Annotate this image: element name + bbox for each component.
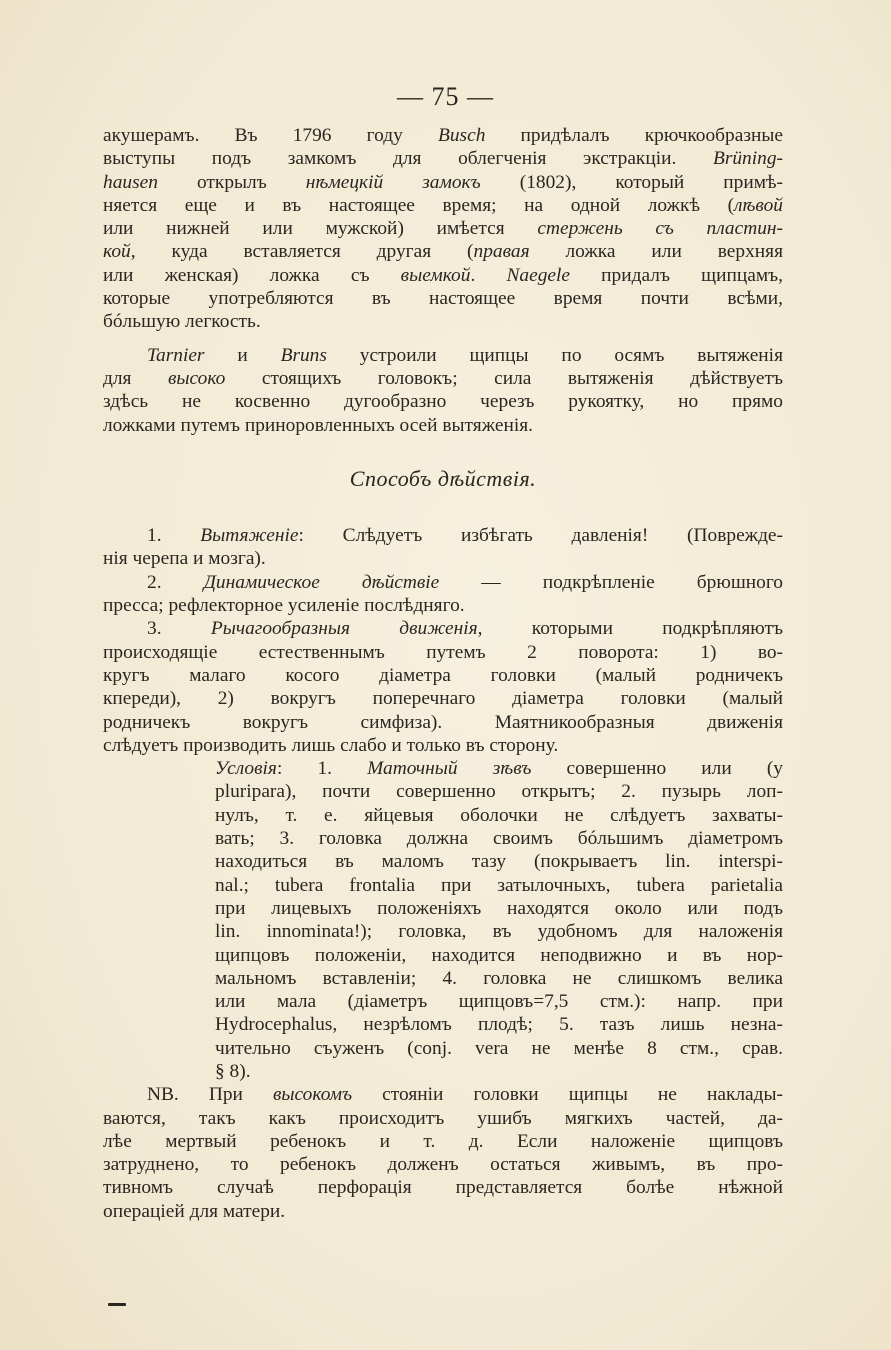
text-run: совершенно или (у (531, 758, 783, 780)
text-run: кпереди), 2) вокругъ поперечнаго діаметра головки (малый (103, 688, 783, 710)
text-line (103, 240, 783, 263)
text-line (103, 641, 783, 664)
text-line (103, 734, 783, 757)
italic-run: Bruns (280, 344, 327, 366)
text-run: устроили щипцы по осямъ вытяженія (326, 344, 783, 366)
italic-run: Рычагообразныя движенія (210, 618, 478, 640)
paragraph-history-1 (103, 124, 783, 334)
text-run: или мала (діаметръ щипцовъ=7,5 стм.): напр. при (215, 991, 783, 1013)
text-run: стоящихъ головокъ; сила вытяженія дѣйствуетъ (225, 367, 783, 389)
italic-run: Динамическое дѣйствіе (203, 571, 440, 593)
text-line (103, 850, 783, 873)
italic-run: стержень съ пластин- (537, 218, 783, 240)
text-line (103, 594, 783, 617)
text-run: здѣсь не косвенно дугообразно черезъ рукоятку, но прямо (103, 391, 783, 413)
italic-run: выемкой (400, 264, 471, 286)
text-line (103, 920, 783, 943)
text-run: происходящіе естественнымъ путемъ 2 поворота: 1) во- (103, 641, 783, 663)
text-run: lin. innominata!); головка, въ удобномъ для наложенія (215, 921, 783, 943)
text-run: и (204, 344, 281, 366)
text-line (103, 1176, 783, 1199)
page-number: — 75 — (397, 82, 494, 111)
text-line (103, 1083, 783, 1106)
text-run: , которыми подкрѣпляютъ (477, 618, 784, 640)
text-run: . (470, 264, 507, 286)
italic-run: Маточный зѣвъ (367, 758, 532, 780)
italic-run: нѣмецкій замокъ (305, 171, 481, 193)
italic-run: лѣвой (734, 194, 783, 216)
text-line (103, 287, 783, 310)
text-line (103, 571, 783, 594)
text-run: придалъ щипцамъ, (570, 264, 783, 286)
italic-run: правая (473, 241, 530, 263)
paragraph-nb (103, 1083, 783, 1223)
text-run: (1802), который примѣ- (480, 171, 783, 193)
text-run: для (103, 367, 168, 389)
text-line (103, 124, 783, 147)
text-run: родничекъ вокругъ симфиза). Маятникообразныя движенія (103, 711, 783, 733)
text-line (103, 874, 783, 897)
list-item-traction (103, 524, 783, 571)
text-run: NB. При (147, 1084, 273, 1106)
printer-mark (108, 1303, 126, 1306)
text-line (103, 147, 783, 170)
paragraph-history-2 (103, 344, 783, 437)
text-line (103, 687, 783, 710)
text-line (103, 1130, 783, 1153)
text-run: щипцовъ положеніи, находится неподвижно и въ нор- (215, 944, 783, 966)
text-run: ложками путемъ приноровленныхъ осей вытяженія. (103, 414, 533, 436)
text-run: кругъ малаго косого діаметра головки (малый родничекъ (103, 664, 783, 686)
text-line (103, 711, 783, 734)
text-line (103, 1200, 783, 1223)
italic-run: кой (103, 241, 131, 263)
page-body (103, 124, 783, 1223)
text-run: при лицевыхъ положеніяхъ находятся около или подъ (215, 897, 783, 919)
text-run: которые употребляются въ настоящее время почти всѣми, (103, 288, 783, 310)
text-line (103, 367, 783, 390)
text-line (103, 1037, 783, 1060)
text-line (103, 264, 783, 287)
italic-run: Условія (215, 758, 277, 780)
text-run: , куда вставляется другая ( (130, 241, 474, 263)
list-item-lever (103, 617, 783, 757)
text-line (103, 827, 783, 850)
text-line (103, 1153, 783, 1176)
text-run: пресса; рефлекторное усиленіе послѣдняго. (103, 595, 465, 617)
text-run: — подкрѣпленіе брюшного (439, 571, 783, 593)
text-line (103, 617, 783, 640)
text-line (103, 344, 783, 367)
text-run: ложка или верхняя (529, 241, 784, 263)
text-run: бóльшую легкость. (103, 311, 261, 333)
text-line (103, 780, 783, 803)
paragraph-conditions (103, 757, 783, 1083)
text-line (103, 217, 783, 240)
italic-run: Tarnier (147, 344, 205, 366)
text-run: чительно съуженъ (conj. vera не менѣе 8 стм., срав. (215, 1037, 783, 1059)
text-run: нулъ, т. е. яйцевыя оболочки не слѣдуетъ захваты- (215, 804, 783, 826)
list-item-dynamic (103, 571, 783, 618)
text-run: мальномъ вставленіи; 4. головка не слишкомъ велика (215, 967, 783, 989)
text-run: выступы подъ замкомъ для облегченія экстракціи. (103, 148, 713, 170)
text-run: придѣлалъ крючкообразные (485, 125, 783, 146)
text-run: находиться въ маломъ тазу (покрываетъ lin. interspi- (215, 851, 783, 873)
italic-run: Вытяженіе (200, 525, 299, 547)
text-run: 2. (147, 571, 204, 593)
text-run: вать; 3. головка должна своимъ бóльшимъ діаметромъ (215, 828, 783, 850)
text-line (103, 1107, 783, 1130)
text-line (103, 664, 783, 687)
text-line (103, 390, 783, 413)
text-run: : 1. (276, 758, 368, 780)
text-line (103, 804, 783, 827)
italic-run: Naegele (506, 264, 570, 286)
text-run: тивномъ случаѣ перфорація представляется болѣе нѣжной (103, 1177, 783, 1199)
text-line (103, 990, 783, 1013)
text-line (103, 171, 783, 194)
text-line (103, 1013, 783, 1036)
text-run: акушерамъ. Въ 1796 году (103, 125, 438, 146)
text-run: ваются, такъ какъ происходитъ ушибъ мягкихъ частей, да- (103, 1107, 783, 1129)
text-run: или женская) ложка съ (103, 264, 401, 286)
italic-run: высоко (167, 367, 226, 389)
text-run: слѣдуетъ производить лишь слабо и только въ сторону. (103, 734, 559, 756)
italic-run: hausen (103, 171, 158, 193)
text-line (103, 757, 783, 780)
text-run: Hydrocephalus, незрѣломъ плодѣ; 5. тазъ лишь незна- (215, 1014, 783, 1036)
text-run: nal.; tubera frontalia при затылочныхъ, tubera parietalia (215, 874, 783, 896)
text-run: pluripara), почти совершенно открытъ; 2. пузырь лоп- (215, 781, 783, 803)
text-line (103, 967, 783, 990)
text-line (103, 414, 783, 437)
text-run: лѣе мертвый ребенокъ и т. д. Если наложеніе щипцовъ (103, 1130, 783, 1152)
text-line (103, 547, 783, 570)
section-heading (103, 467, 783, 490)
text-run: нія черепа и мозга). (103, 548, 266, 570)
text-line (103, 1060, 783, 1083)
text-line (103, 194, 783, 217)
text-run: стояніи головки щипцы не наклады- (352, 1084, 783, 1106)
text-run: Способъ дѣйствія. (349, 465, 537, 491)
text-line (103, 944, 783, 967)
text-run: : Слѣдуетъ избѣгать давленія! (Поврежде- (298, 525, 784, 547)
text-run: 3. (147, 618, 211, 640)
italic-run: Busch (438, 125, 486, 146)
italic-run: высокомъ (273, 1084, 353, 1106)
italic-run: Brüning- (712, 148, 783, 170)
text-line (103, 897, 783, 920)
text-run: затруднено, то ребенокъ долженъ остаться живымъ, въ про- (103, 1154, 783, 1176)
text-run: няется еще и въ настоящее время; на одной ложкѣ ( (103, 194, 735, 216)
text-run: 1. (147, 525, 201, 547)
text-run: или нижней или мужской) имѣется (103, 218, 538, 240)
text-run: операціей для матери. (103, 1200, 286, 1222)
text-run: § 8). (215, 1060, 251, 1082)
text-line (103, 524, 783, 547)
text-line (103, 310, 783, 333)
text-run: открылъ (157, 171, 306, 193)
